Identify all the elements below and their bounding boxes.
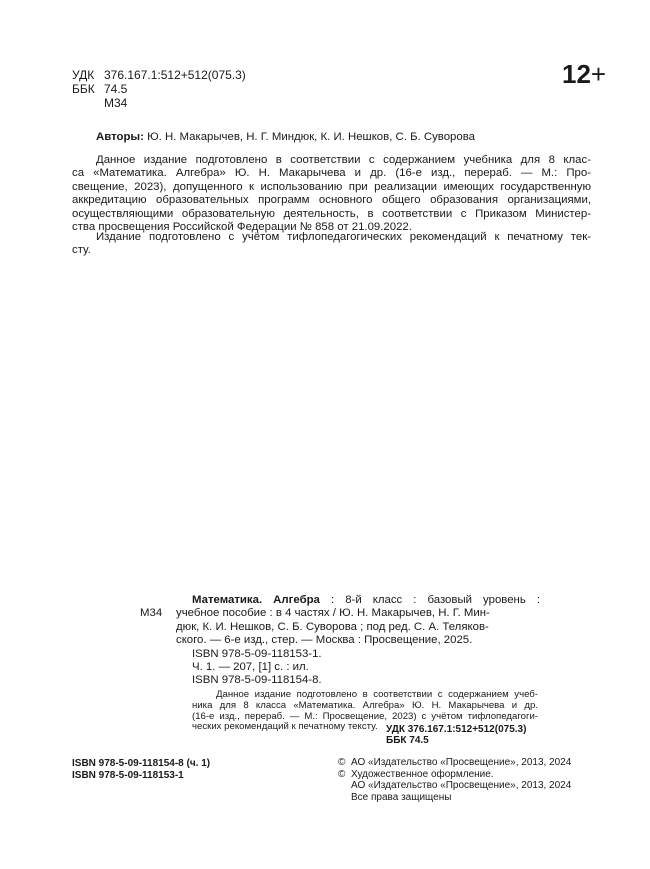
copyright-row bbox=[338, 792, 600, 804]
authors-label: Авторы: bbox=[96, 131, 144, 143]
catalog-card bbox=[140, 594, 540, 688]
copyright-row bbox=[338, 757, 600, 769]
annotation-line: ника для 8 класса «Математика. Алгебра» Ю. Н. Макарычева и др. bbox=[192, 699, 538, 711]
rights-reserved: Все права защищены bbox=[351, 791, 452, 803]
copyright-row bbox=[338, 769, 600, 781]
card-line: ского. — 6-е изд., стер. — Москва : Просвещение, 2025. bbox=[176, 634, 473, 647]
paragraph-line: сту. bbox=[72, 244, 91, 257]
udk-bottom-bbk: ББК 74.5 bbox=[386, 735, 429, 746]
annotation-line: (16-е изд., перераб. — М.: Просвещение, 2023) с учётом тифлопедагоги- bbox=[192, 710, 538, 722]
udk-bottom bbox=[386, 724, 526, 746]
authors-names: Ю. Н. Макарычев, Н. Г. Миндюк, К. И. Нешков, С. Б. Суворова bbox=[147, 131, 475, 143]
copyright-design: Художественное оформление. bbox=[351, 768, 494, 780]
isbn-set: ISBN 978-5-09-118153-1 bbox=[72, 769, 184, 781]
copyright-publisher: АО «Издательство «Просвещение», 2013, 2024 bbox=[351, 757, 572, 768]
card-isbn-1: ISBN 978-5-09-118153-1. bbox=[192, 647, 322, 660]
card-title-rest: : 8-й класс : базовый уровень : bbox=[330, 594, 540, 606]
annotation-line: Данное издание подготовлено в соответствии с содержанием учеб- bbox=[216, 689, 538, 700]
paragraph-line: са «Математика. Алгебра» Ю. Н. Макарычева и др. (16-е изд., перераб. — М.: Про- bbox=[72, 167, 591, 180]
paragraph-line: свещение, 2023), допущенного к использованию при реализации имеющих государственную bbox=[72, 180, 591, 193]
bbk-value: 74.5 bbox=[104, 82, 128, 96]
copyright-row bbox=[338, 780, 600, 792]
copyright-icon: © bbox=[338, 757, 346, 768]
authors-line bbox=[96, 130, 475, 144]
paragraph-line: аккредитацию образовательных программ основного общего образования организациями, bbox=[72, 194, 591, 207]
paragraph-line: Издание подготовлено с учётом тифлопедагогических рекомендаций к печатному тек- bbox=[96, 231, 591, 243]
copyright-design-publisher: АО «Издательство «Просвещение», 2013, 2024 bbox=[351, 780, 572, 791]
udk-label: УДК bbox=[72, 68, 95, 82]
author-sign-row bbox=[72, 96, 246, 110]
udk-value: 376.167.1:512+512(075.3) bbox=[104, 68, 246, 82]
udk-row bbox=[72, 68, 246, 82]
annotation-line: ческих рекомендаций к печатному тексту. bbox=[192, 721, 378, 733]
paragraph-line: Данное издание подготовлено в соответствии с содержанием учебника для 8 клас- bbox=[96, 154, 591, 166]
card-title: Математика. Алгебра bbox=[192, 594, 320, 606]
card-title-line bbox=[140, 594, 540, 607]
classification-codes bbox=[72, 68, 246, 110]
paragraph-line: ства просвещения Российской Федерации № 858 от 21.09.2022. bbox=[72, 221, 412, 234]
bbk-row bbox=[72, 82, 246, 96]
copyright-block bbox=[338, 757, 600, 803]
udk-bottom-udk: УДК 376.167.1:512+512(075.3) bbox=[386, 724, 527, 735]
author-sign: М34 bbox=[104, 96, 128, 110]
card-line bbox=[140, 607, 540, 620]
edition-compliance-paragraph bbox=[72, 154, 591, 234]
age-rating-number: 12 bbox=[562, 59, 591, 89]
age-rating bbox=[562, 60, 606, 88]
card-sign: М34 bbox=[140, 607, 163, 620]
copyright-icon: © bbox=[338, 768, 346, 780]
isbn-part: ISBN 978-5-09-118154-8 (ч. 1) bbox=[72, 758, 211, 769]
paragraph-line: осуществляющими образовательную деятельность, в соответствии с Приказом Министер- bbox=[72, 207, 591, 220]
age-rating-plus: + bbox=[590, 59, 607, 89]
typhlo-note-paragraph bbox=[72, 231, 591, 258]
card-line: дюк, К. И. Нешков, С. Б. Суворова ; под ред. С. А. Теляков- bbox=[176, 620, 489, 633]
card-pages: Ч. 1. — 207, [1] с. : ил. bbox=[192, 661, 309, 674]
bbk-label: ББК bbox=[72, 82, 95, 96]
card-line-text: учебное пособие : в 4 частях / Ю. Н. Макарычев, Н. Г. Мин- bbox=[176, 607, 490, 620]
isbn-block bbox=[72, 758, 210, 781]
card-isbn-2: ISBN 978-5-09-118154-8. bbox=[192, 674, 322, 687]
